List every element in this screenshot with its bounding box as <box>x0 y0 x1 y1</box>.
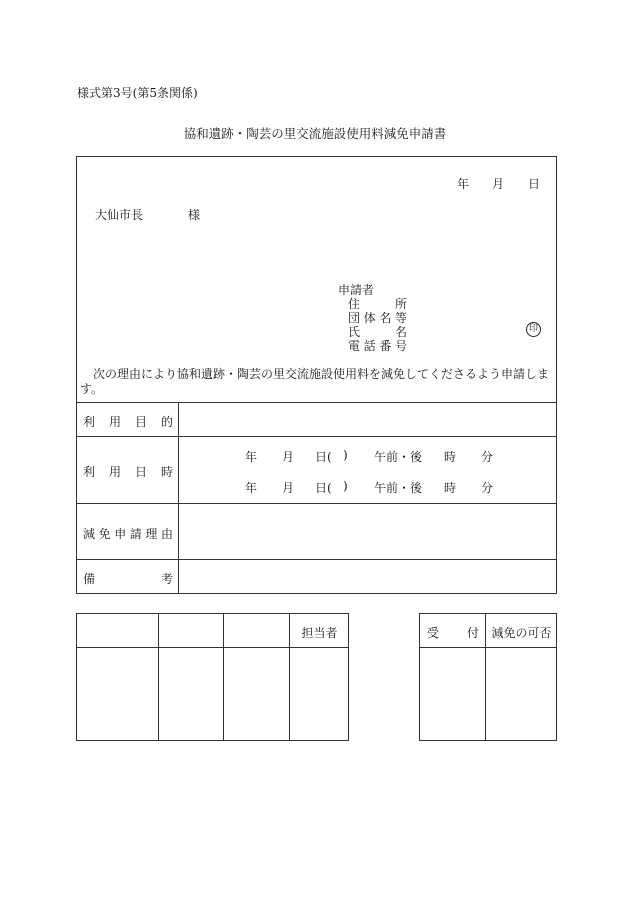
request-text-line2: す。 <box>80 382 104 396</box>
row-divider <box>76 559 557 560</box>
slot1-year: 年 <box>245 450 258 464</box>
date-year: 年 <box>457 177 470 191</box>
reception-header-divider <box>419 647 557 648</box>
stamp-column-divider <box>158 613 159 741</box>
slot2-month: 月 <box>282 481 295 495</box>
slot1-hour: 時 <box>444 450 457 464</box>
label-remarks: 備 考 <box>83 572 173 586</box>
addressee-name: 大仙市長 <box>95 208 144 222</box>
row-divider <box>76 402 557 403</box>
slot1-ampm: 午前・後 <box>374 450 423 464</box>
applicant-address-label: 住 所 <box>348 297 407 311</box>
applicant-heading: 申請者 <box>338 283 375 297</box>
slot1-month: 月 <box>282 450 295 464</box>
applicant-phone-label: 電 話 番 号 <box>348 339 407 353</box>
request-text-line1: 次の理由により協和遺跡・陶芸の里交流施設使用料を減免してくださるよう申請しま <box>93 367 550 381</box>
date-month: 月 <box>492 177 505 191</box>
addressee-honorific: 様 <box>188 208 201 222</box>
row-divider <box>76 503 557 504</box>
slot2-ampm: 午前・後 <box>374 481 423 495</box>
row-divider <box>76 436 557 437</box>
slot1-weekday-close: ) <box>343 448 348 462</box>
seal-mark: 印 <box>526 322 541 337</box>
slot1-minute: 分 <box>481 450 494 464</box>
staff-label: 担当者 <box>301 626 338 640</box>
label-reason: 減 免 申 請 理 由 <box>83 527 173 541</box>
stamp-header-divider <box>76 647 349 648</box>
document-title: 協和遺跡・陶芸の里交流施設使用料減免申請書 <box>183 126 447 141</box>
slot2-day: 日( <box>315 481 332 495</box>
slot2-minute: 分 <box>481 481 494 495</box>
received-label: 受 付 <box>427 626 479 640</box>
slot2-year: 年 <box>245 481 258 495</box>
label-datetime: 利 用 日 時 <box>83 465 173 479</box>
label-column-divider <box>178 402 179 594</box>
approval-label: 減免の可否 <box>491 626 552 640</box>
stamp-column-divider <box>223 613 224 741</box>
slot1-day: 日( <box>315 450 332 464</box>
applicant-name-label: 氏 名 <box>348 325 407 339</box>
applicant-org-label: 団 体 名 等 <box>348 311 407 325</box>
slot2-hour: 時 <box>444 481 457 495</box>
form-number: 様式第3号(第5条関係) <box>77 86 198 100</box>
label-purpose: 利 用 目 的 <box>83 415 173 429</box>
date-day: 日 <box>528 177 541 191</box>
slot2-weekday-close: ) <box>343 479 348 493</box>
